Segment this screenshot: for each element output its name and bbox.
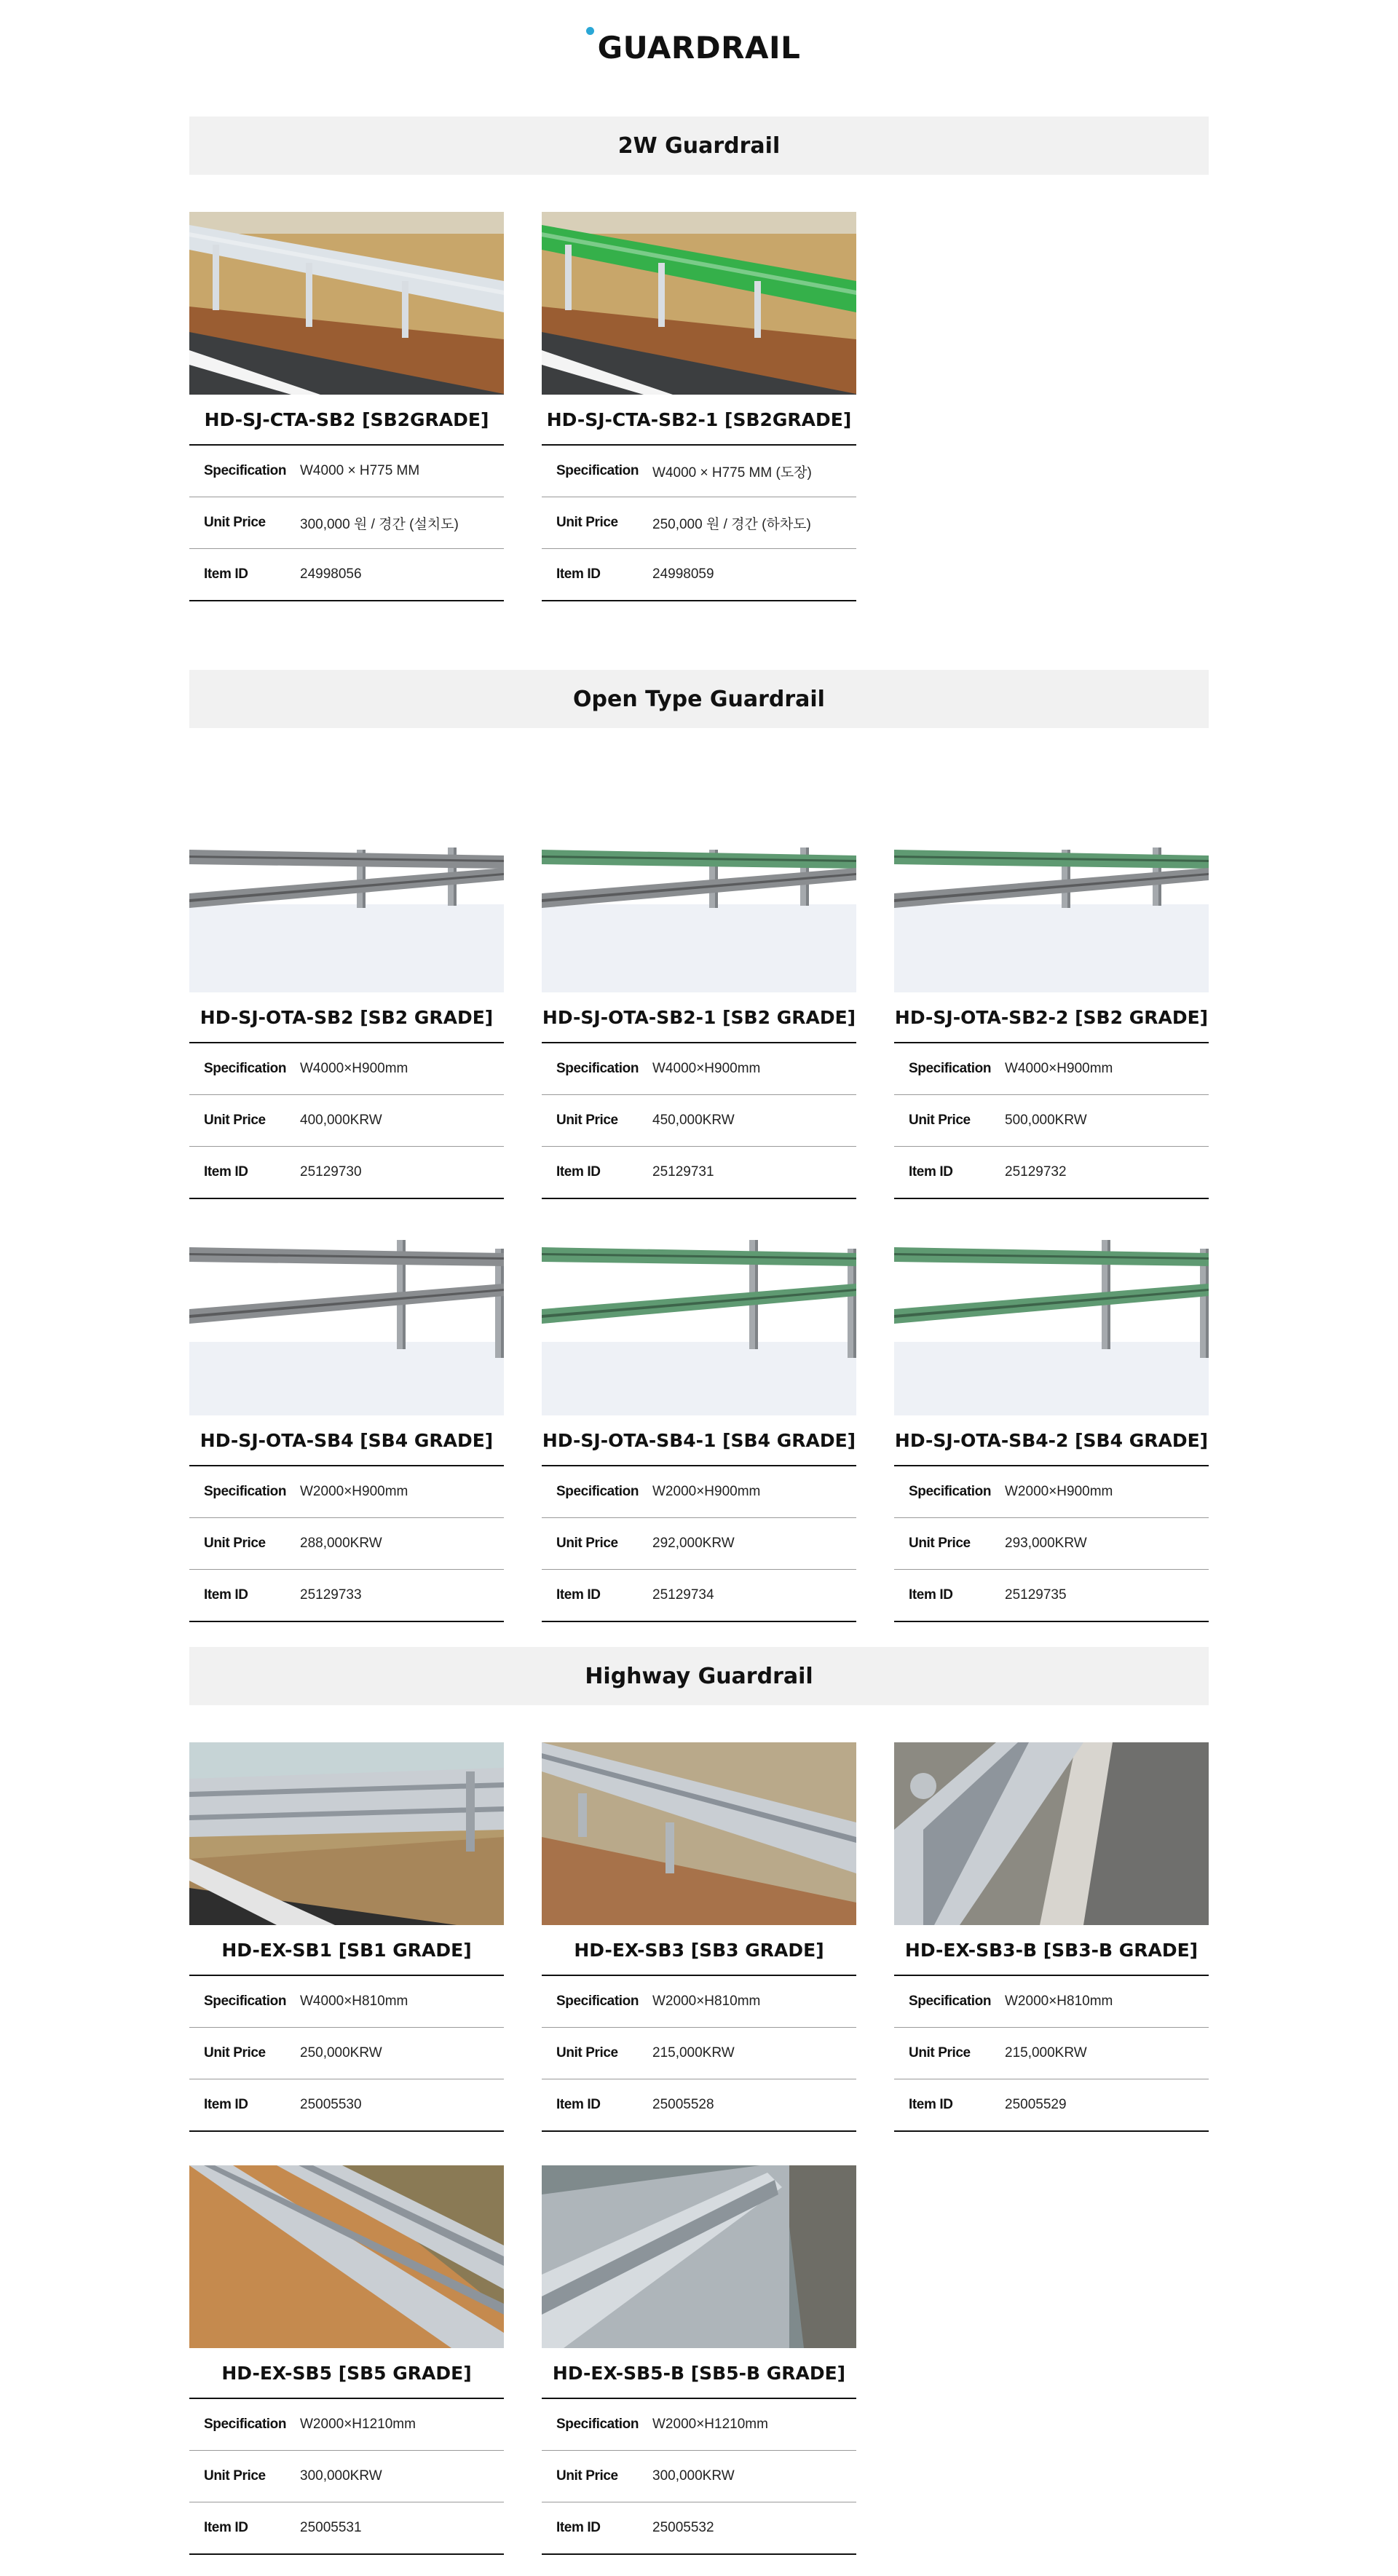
price-label: Unit Price [556, 2468, 618, 2484]
spec-value: W4000×H900mm [300, 1061, 408, 1076]
product-name[interactable]: HD-SJ-OTA-SB2-1 [SB2 GRADE] [542, 992, 856, 1043]
spec-row-item-id [189, 549, 504, 601]
spec-label: Specification [909, 1994, 992, 2009]
product-image[interactable] [894, 810, 1209, 992]
product-name[interactable]: HD-EX-SB3-B [SB3-B GRADE] [894, 1925, 1209, 1976]
spec-row-unit-price [189, 2451, 504, 2502]
product-image[interactable] [189, 212, 504, 395]
spec-row-specification [542, 1976, 856, 2028]
spec-row-unit-price [894, 1518, 1209, 1570]
price-value: 300,000 원 / 경간 (설치도) [300, 516, 459, 532]
item-id-value: 25129730 [300, 1164, 362, 1180]
item-id-value: 25005528 [652, 2097, 714, 2112]
price-value: 400,000KRW [300, 1113, 382, 1128]
price-value: 215,000KRW [652, 2045, 735, 2061]
item-id-value: 24998059 [652, 566, 714, 582]
price-label: Unit Price [204, 1113, 266, 1128]
section-title-2w: 2W Guardrail [189, 116, 1209, 175]
spec-label: Specification [556, 463, 639, 478]
product-card[interactable] [189, 810, 504, 1199]
page-title: GUARDRAIL [598, 30, 801, 66]
item-id-label: Item ID [909, 1587, 953, 1603]
product-name[interactable]: HD-SJ-OTA-SB2-2 [SB2 GRADE] [894, 992, 1209, 1043]
spec-row-unit-price [542, 2451, 856, 2502]
spec-row-unit-price [542, 1518, 856, 1570]
accent-dot-icon [586, 27, 594, 35]
spec-row-item-id [189, 2079, 504, 2132]
section-title-highway: Highway Guardrail [189, 1647, 1209, 1705]
item-id-label: Item ID [556, 1587, 601, 1603]
spec-label: Specification [204, 2417, 287, 2432]
spec-row-unit-price [542, 497, 856, 549]
spec-row-unit-price [189, 497, 504, 549]
product-image[interactable] [894, 1742, 1209, 1925]
item-id-value: 24998056 [300, 566, 362, 582]
spec-row-item-id [894, 1147, 1209, 1199]
spec-value: W2000×H810mm [1005, 1994, 1113, 2009]
spec-row-unit-price [189, 2028, 504, 2079]
spec-value: W2000×H900mm [1005, 1484, 1113, 1499]
spec-row-specification [894, 1043, 1209, 1095]
product-card[interactable] [542, 212, 856, 601]
item-id-value: 25129732 [1005, 1164, 1067, 1180]
item-id-label: Item ID [556, 1164, 601, 1180]
price-value: 292,000KRW [652, 1536, 735, 1551]
spec-label: Specification [556, 2417, 639, 2432]
price-label: Unit Price [909, 2045, 971, 2061]
price-value: 250,000KRW [300, 2045, 382, 2061]
spec-value: W4000 × H775 MM (도장) [652, 465, 812, 481]
spec-value: W2000×H900mm [652, 1484, 761, 1499]
product-card[interactable] [542, 1233, 856, 1622]
price-value: 450,000KRW [652, 1113, 735, 1128]
item-id-value: 25129734 [652, 1587, 714, 1603]
price-value: 288,000KRW [300, 1536, 382, 1551]
product-card[interactable] [894, 810, 1209, 1199]
product-card[interactable] [189, 2165, 504, 2555]
spec-row-item-id [189, 1570, 504, 1622]
spec-value: W2000×H1210mm [300, 2417, 416, 2432]
item-id-value: 25005532 [652, 2520, 714, 2535]
product-name[interactable]: HD-EX-SB1 [SB1 GRADE] [189, 1925, 504, 1976]
spec-row-item-id [542, 1147, 856, 1199]
spec-label: Specification [204, 1484, 287, 1499]
item-id-label: Item ID [204, 1164, 248, 1180]
price-label: Unit Price [556, 515, 618, 530]
price-value: 250,000 원 / 경간 (하차도) [652, 516, 811, 532]
item-id-value: 25005530 [300, 2097, 362, 2112]
product-image[interactable] [542, 1742, 856, 1925]
product-card[interactable] [189, 212, 504, 601]
price-label: Unit Price [909, 1536, 971, 1551]
price-value: 300,000KRW [652, 2468, 735, 2484]
product-card[interactable] [189, 1233, 504, 1622]
product-card[interactable] [894, 1742, 1209, 2132]
product-image[interactable] [189, 2165, 504, 2348]
spec-row-item-id [542, 549, 856, 601]
spec-row-specification [189, 1466, 504, 1518]
product-card[interactable] [894, 1233, 1209, 1622]
price-label: Unit Price [204, 1536, 266, 1551]
spec-row-unit-price [542, 1095, 856, 1147]
spec-row-specification [542, 1043, 856, 1095]
price-value: 300,000KRW [300, 2468, 382, 2484]
price-label: Unit Price [556, 2045, 618, 2061]
product-image[interactable] [189, 1742, 504, 1925]
spec-row-item-id [542, 2079, 856, 2132]
spec-row-item-id [894, 1570, 1209, 1622]
spec-row-specification [542, 2399, 856, 2451]
product-image[interactable] [542, 2165, 856, 2348]
product-card[interactable] [542, 810, 856, 1199]
spec-label: Specification [204, 1994, 287, 2009]
spec-value: W2000×H1210mm [652, 2417, 768, 2432]
item-id-label: Item ID [204, 2097, 248, 2112]
spec-row-specification [894, 1976, 1209, 2028]
product-image[interactable] [542, 810, 856, 992]
product-name[interactable]: HD-SJ-CTA-SB2-1 [SB2GRADE] [542, 395, 856, 446]
spec-row-unit-price [894, 1095, 1209, 1147]
product-card[interactable] [542, 1742, 856, 2132]
spec-value: W4000×H900mm [1005, 1061, 1113, 1076]
spec-label: Specification [556, 1484, 639, 1499]
price-value: 500,000KRW [1005, 1113, 1087, 1128]
price-value: 215,000KRW [1005, 2045, 1087, 2061]
price-label: Unit Price [556, 1536, 618, 1551]
product-name[interactable]: HD-SJ-OTA-SB4-1 [SB4 GRADE] [542, 1415, 856, 1466]
spec-row-specification [894, 1466, 1209, 1518]
spec-row-specification [542, 1466, 856, 1518]
spec-row-unit-price [189, 1095, 504, 1147]
product-card[interactable] [189, 1742, 504, 2132]
price-label: Unit Price [556, 1113, 618, 1128]
price-value: 293,000KRW [1005, 1536, 1087, 1551]
product-name[interactable]: HD-SJ-CTA-SB2 [SB2GRADE] [189, 395, 504, 446]
spec-label: Specification [909, 1484, 992, 1499]
product-image[interactable] [542, 212, 856, 395]
spec-row-item-id [894, 2079, 1209, 2132]
product-image[interactable] [542, 1233, 856, 1415]
item-id-value: 25129735 [1005, 1587, 1067, 1603]
spec-row-specification [189, 1976, 504, 2028]
product-name[interactable]: HD-SJ-OTA-SB4-2 [SB4 GRADE] [894, 1415, 1209, 1466]
product-card[interactable] [542, 2165, 856, 2555]
spec-value: W4000×H810mm [300, 1994, 408, 2009]
item-id-label: Item ID [556, 566, 601, 582]
section-title-open-type: Open Type Guardrail [189, 670, 1209, 728]
item-id-label: Item ID [556, 2097, 601, 2112]
spec-value: W4000 × H775 MM [300, 463, 420, 478]
item-id-value: 25005531 [300, 2520, 362, 2535]
spec-row-unit-price [542, 2028, 856, 2079]
spec-row-specification [189, 1043, 504, 1095]
spec-row-unit-price [894, 2028, 1209, 2079]
page-header [0, 0, 1398, 66]
spec-label: Specification [204, 1061, 287, 1076]
price-label: Unit Price [204, 515, 266, 530]
price-label: Unit Price [909, 1113, 971, 1128]
spec-value: W2000×H810mm [652, 1994, 761, 2009]
spec-label: Specification [204, 463, 287, 478]
spec-row-item-id [542, 2502, 856, 2555]
product-image[interactable] [189, 810, 504, 992]
item-id-label: Item ID [909, 1164, 953, 1180]
spec-row-item-id [189, 2502, 504, 2555]
spec-label: Specification [556, 1994, 639, 2009]
product-image[interactable] [189, 1233, 504, 1415]
spec-row-specification [542, 446, 856, 497]
item-id-value: 25005529 [1005, 2097, 1067, 2112]
spec-label: Specification [556, 1061, 639, 1076]
spec-row-item-id [542, 1570, 856, 1622]
price-label: Unit Price [204, 2468, 266, 2484]
spec-row-specification [189, 2399, 504, 2451]
product-image[interactable] [894, 1233, 1209, 1415]
spec-value: W4000×H900mm [652, 1061, 761, 1076]
spec-value: W2000×H900mm [300, 1484, 408, 1499]
item-id-label: Item ID [556, 2520, 601, 2535]
spec-row-unit-price [189, 1518, 504, 1570]
item-id-value: 25129731 [652, 1164, 714, 1180]
product-name[interactable]: HD-SJ-OTA-SB2 [SB2 GRADE] [189, 992, 504, 1043]
spec-label: Specification [909, 1061, 992, 1076]
product-name[interactable]: HD-EX-SB5 [SB5 GRADE] [189, 2348, 504, 2399]
product-name[interactable]: HD-EX-SB3 [SB3 GRADE] [542, 1925, 856, 1976]
item-id-label: Item ID [204, 566, 248, 582]
spec-row-item-id [189, 1147, 504, 1199]
item-id-label: Item ID [204, 2520, 248, 2535]
item-id-label: Item ID [909, 2097, 953, 2112]
item-id-label: Item ID [204, 1587, 248, 1603]
product-name[interactable]: HD-SJ-OTA-SB4 [SB4 GRADE] [189, 1415, 504, 1466]
price-label: Unit Price [204, 2045, 266, 2061]
product-name[interactable]: HD-EX-SB5-B [SB5-B GRADE] [542, 2348, 856, 2399]
item-id-value: 25129733 [300, 1587, 362, 1603]
spec-row-specification [189, 446, 504, 497]
